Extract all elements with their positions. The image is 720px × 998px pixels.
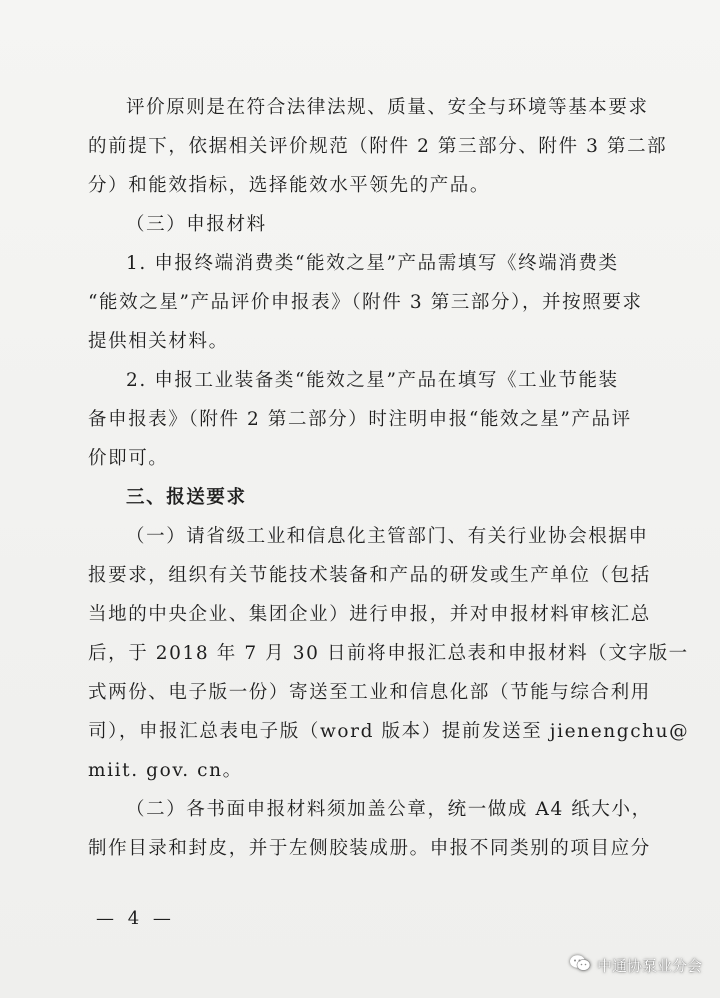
- text-line: 2. 申报工业装备类“能效之星”产品在填写《工业节能装: [126, 370, 619, 391]
- text-line: 分）和能效指标，选择能效水平领先的产品。: [88, 175, 491, 196]
- paragraph-item-2: [88, 361, 658, 478]
- text-line: 评价原则是在符合法律法规、质量、安全与环境等基本要求: [126, 97, 649, 118]
- text-line: 制作目录和封皮，并于左侧胶装成册。申报不同类别的项目应分: [88, 838, 651, 859]
- paragraph-requirement-2: [88, 790, 658, 868]
- text-line: 当地的中央企业、集团企业）进行申报，并对申报材料审核汇总: [88, 604, 651, 625]
- text-line: 式两份、电子版一份）寄送至工业和信息化部（节能与综合利用: [88, 682, 651, 703]
- text-line: 的前提下，依据相关评价规范（附件 2 第三部分、附件 3 第二部: [88, 136, 668, 157]
- text-line: 后，于 2018 年 7 月 30 日前将申报汇总表和申报材料（文字版一: [88, 643, 689, 664]
- text-line: （一）请省级工业和信息化主管部门、有关行业协会根据申: [126, 526, 649, 547]
- document-body: [88, 88, 690, 868]
- paragraph-evaluation-principle: [88, 88, 668, 205]
- page-number: — 4 —: [96, 908, 175, 929]
- paragraph-requirement-1: [88, 517, 690, 790]
- text-line: “能效之星”产品评价申报表》（附件 3 第三部分），并按照要求: [88, 292, 643, 313]
- text-line: 报要求，组织有关节能技术装备和产品的研发或生产单位（包括: [88, 565, 651, 586]
- subheading-application-materials: [88, 205, 658, 244]
- text-line: 三、报送要求: [126, 487, 247, 508]
- text-line: 备申报表》（附件 2 第二部分）时注明申报“能效之星”产品评: [88, 409, 632, 430]
- wechat-icon: [569, 954, 591, 976]
- watermark-text: 中通协泵业分会: [596, 956, 702, 975]
- text-line: 1. 申报终端消费类“能效之星”产品需填写《终端消费类: [126, 253, 619, 274]
- text-line: 价即可。: [88, 448, 169, 469]
- section-heading-submission-requirements: [88, 478, 658, 517]
- text-line: 提供相关材料。: [88, 331, 229, 352]
- paragraph-item-1: [88, 244, 658, 361]
- text-line: miit. gov. cn。: [88, 760, 243, 781]
- text-line: （二）各书面申报材料须加盖公章，统一做成 A4 纸大小，: [126, 799, 652, 820]
- wechat-watermark: [569, 954, 702, 976]
- text-line: 司），申报汇总表电子版（word 版本）提前发送至 jienengchu@: [88, 721, 690, 742]
- text-line: （三）申报材料: [126, 214, 267, 235]
